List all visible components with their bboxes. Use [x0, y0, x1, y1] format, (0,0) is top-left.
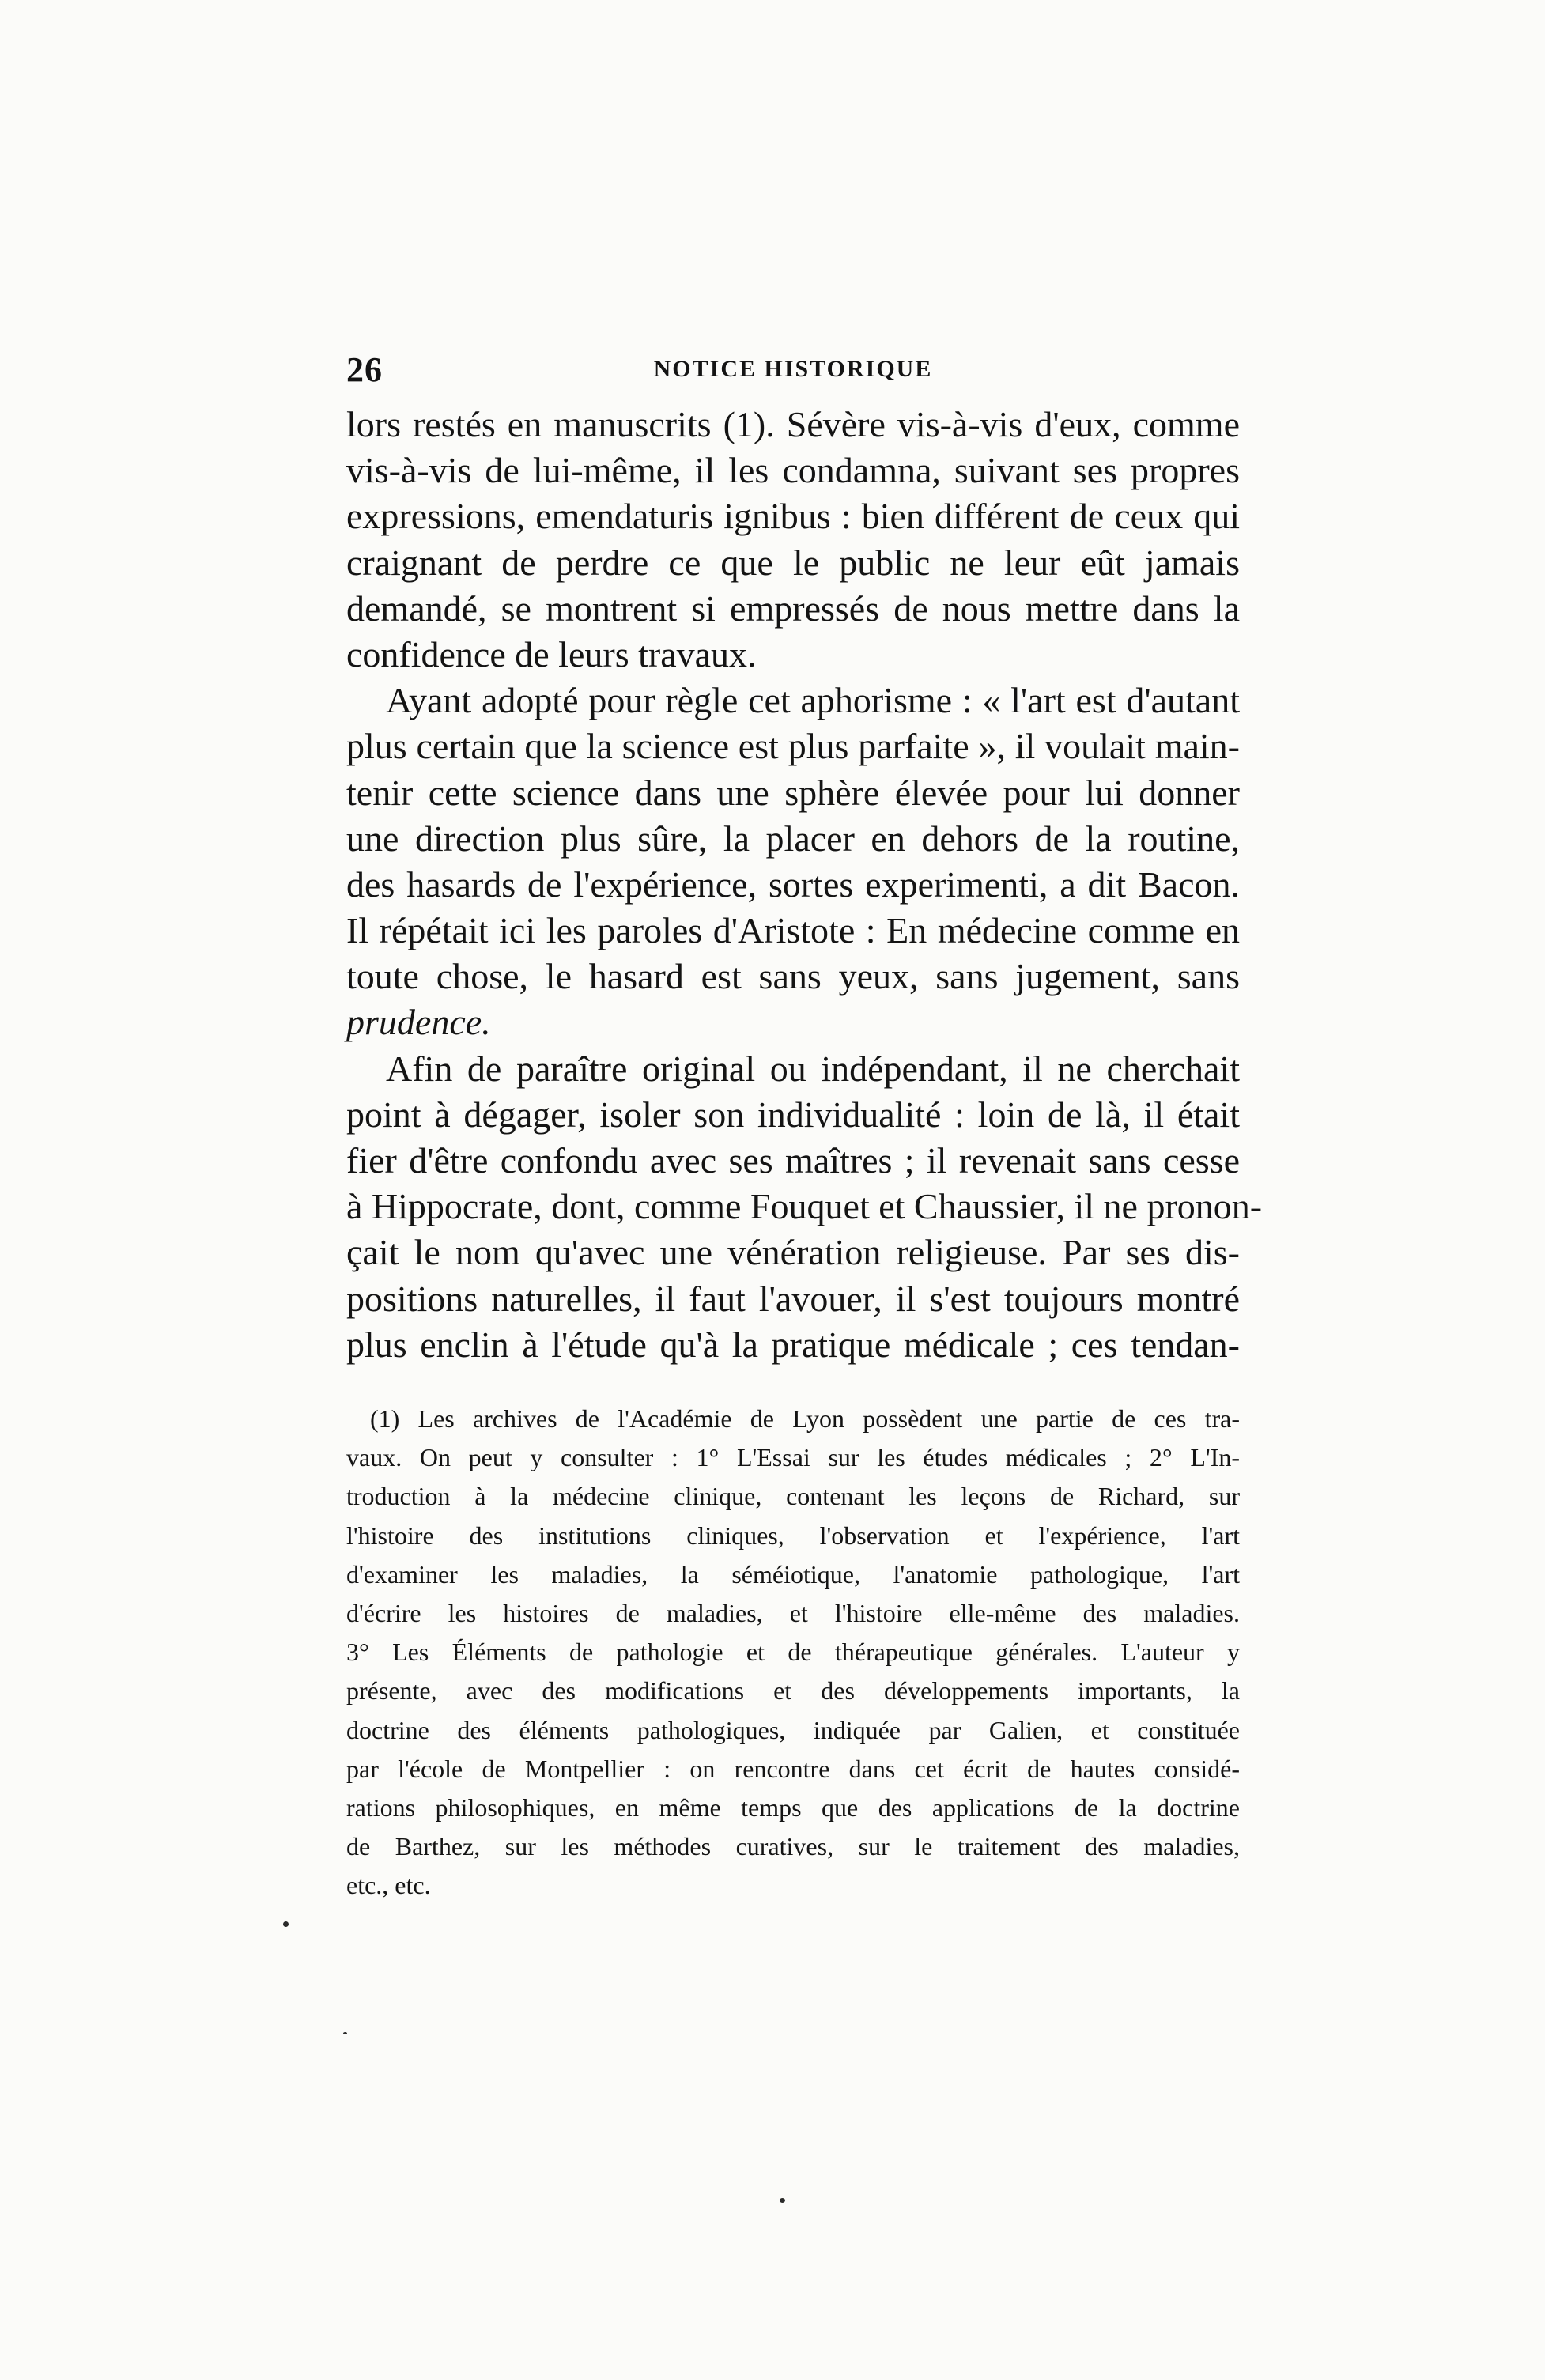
print-speck: [283, 1921, 289, 1927]
text-line: une direction plus sûre, la placer en dehors de la routine,: [346, 818, 1240, 859]
page-header: [346, 349, 1240, 394]
text-line: fier d'être confondu avec ses maîtres ; il revenait sans cesse: [346, 1140, 1240, 1181]
text-line: expressions, emendaturis ignibus : bien différent de ceux qui: [346, 496, 1240, 537]
footnote-line: doctrine des éléments pathologiques, indiquée par Galien, et constituée: [346, 1715, 1240, 1744]
text-line: Ayant adopté pour règle cet aphorisme : « l'art est d'autant: [386, 680, 1240, 721]
footnote-line: 3° Les Éléments de pathologie et de thérapeutique générales. L'auteur y: [346, 1638, 1240, 1667]
footnote-line: d'écrire les histoires de maladies, et l'histoire elle-même des maladies.: [346, 1598, 1240, 1627]
text-line: vis-à-vis de lui-même, il les condamna, suivant ses propres: [346, 450, 1240, 491]
footnote-line: etc., etc.: [346, 1871, 431, 1900]
footnote-line: troduction à la médecine clinique, contenant les leçons de Richard, sur: [346, 1482, 1240, 1511]
text-line: prudence.: [346, 1002, 491, 1043]
footnote-line: présente, avec des modifications et des développements importants, la: [346, 1676, 1240, 1706]
footnote: [346, 1400, 1240, 1905]
footnote-line: l'histoire des institutions cliniques, l'observation et l'expérience, l'art: [346, 1521, 1240, 1550]
text-line: Afin de paraître original ou indépendant, il ne cherchait: [386, 1048, 1240, 1089]
text-line: des hasards de l'expérience, sortes experimenti, a dit Bacon.: [346, 863, 1240, 905]
body-text: [346, 402, 1263, 1368]
footnote-line: vaux. On peut y consulter : 1° L'Essai sur les études médicales ; 2° L'In-: [346, 1443, 1240, 1472]
running-title: NOTICE HISTORIQUE: [653, 356, 933, 382]
footnote-line: (1) Les archives de l'Académie de Lyon possèdent une partie de ces tra-: [370, 1404, 1240, 1433]
print-speck: [343, 2032, 347, 2034]
footnote-line: rations philosophiques, en même temps que des applications de la doctrine: [346, 1793, 1240, 1822]
text-line: çait le nom qu'avec une vénération religieuse. Par ses dis-: [346, 1232, 1240, 1273]
page-number: 26: [346, 350, 383, 389]
text-line: point à dégager, isoler son individualité : loin de là, il était: [346, 1094, 1240, 1135]
footnote-line: par l'école de Montpellier : on rencontre dans cet écrit de hautes considé-: [346, 1754, 1240, 1783]
text-line: lors restés en manuscrits (1). Sévère vis-à-vis d'eux, comme: [346, 404, 1240, 444]
footnote-line: de Barthez, sur les méthodes curatives, sur le traitement des maladies,: [346, 1832, 1240, 1861]
text-line: tenir cette science dans une sphère élevée pour lui donner: [346, 772, 1240, 813]
text-line: craignant de perdre ce que le public ne leur eût jamais: [346, 542, 1240, 583]
print-speck: [780, 2198, 785, 2203]
text-line: demandé, se montrent si empressés de nous mettre dans la: [346, 587, 1240, 629]
footnote-line: d'examiner les maladies, la séméiotique, l'anatomie pathologique, l'art: [346, 1559, 1240, 1589]
text-line: Il répétait ici les paroles d'Aristote : En médecine comme en: [346, 910, 1240, 951]
text-line: plus certain que la science est plus parfaite », il voulait main-: [346, 726, 1240, 767]
text-line: positions naturelles, il faut l'avouer, il s'est toujours montré: [346, 1278, 1240, 1319]
text-line: plus enclin à l'étude qu'à la pratique médicale ; ces tendan-: [346, 1324, 1240, 1365]
text-line: toute chose, le hasard est sans yeux, sans jugement, sans: [346, 956, 1240, 997]
text-line: à Hippocrate, dont, comme Fouquet et Chaussier, il ne pronon-: [346, 1186, 1263, 1227]
text-line: confidence de leurs travaux.: [346, 633, 757, 674]
